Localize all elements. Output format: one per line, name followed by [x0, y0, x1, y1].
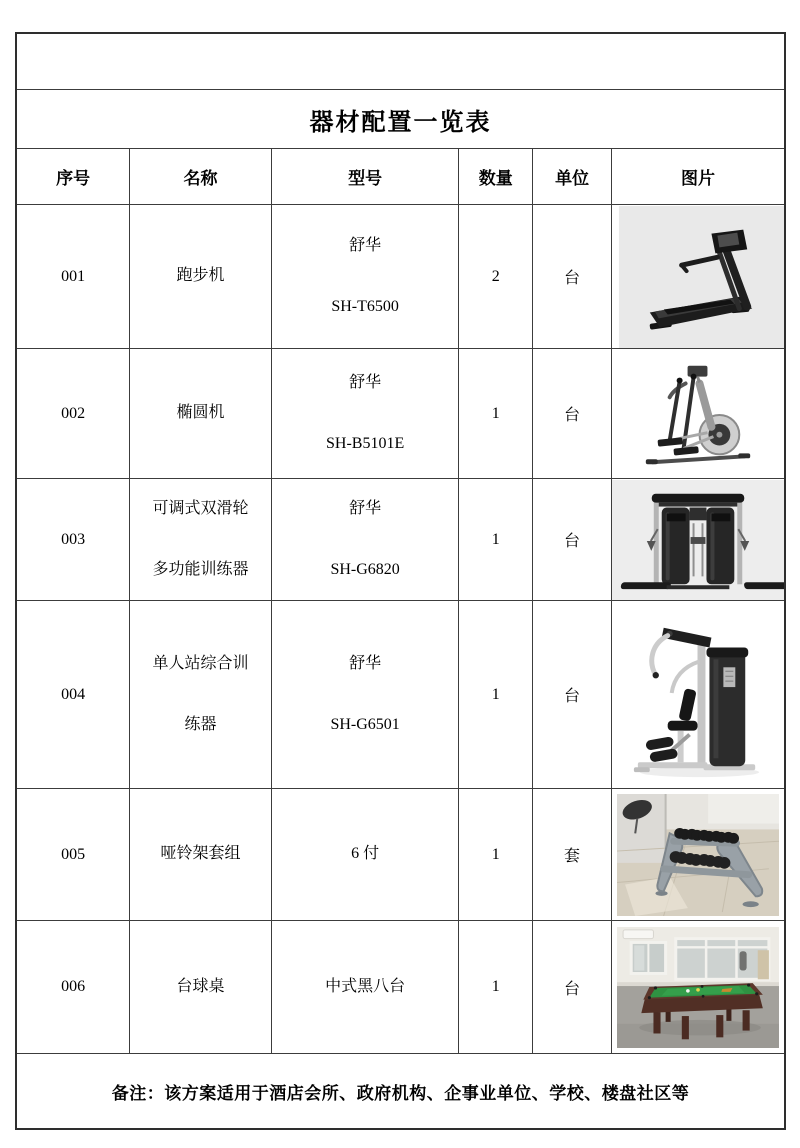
quantity-value: 1: [491, 404, 500, 422]
image-cell: [611, 921, 785, 1054]
quantity-cell: [459, 479, 533, 601]
column-header-image: 图片: [611, 149, 785, 205]
name-cell: [130, 921, 272, 1054]
equipment-image: [612, 350, 784, 478]
model-line: 6 付: [351, 845, 380, 863]
table-row: [16, 349, 785, 479]
unit-value: 台: [564, 688, 581, 705]
column-header-unit: 单位: [533, 149, 612, 205]
pool-table-photo: [617, 927, 779, 1048]
column-header-name: 名称: [130, 149, 272, 205]
table-row: [16, 479, 785, 601]
quantity-cell: [459, 349, 533, 479]
equipment-image: [612, 206, 784, 348]
column-header-quantity: 数量: [459, 149, 533, 205]
quantity-value: 2: [491, 267, 500, 285]
table-row: [16, 601, 785, 789]
equipment-name-line: 多功能训练器: [152, 560, 249, 578]
serial-cell: [16, 479, 130, 601]
multi-gym-image: [612, 602, 784, 788]
equipment-name-line: 练器: [184, 715, 217, 733]
functional-trainer-image: [612, 480, 784, 600]
quantity-cell: [459, 921, 533, 1054]
title-row: [16, 90, 785, 149]
quantity-cell: [459, 205, 533, 349]
equipment-name-line: 椭圆机: [176, 404, 225, 422]
name-cell: [130, 789, 272, 921]
equipment-name-line: 台球桌: [176, 977, 225, 995]
equipment-image: [612, 790, 784, 920]
note-row: [16, 1054, 785, 1130]
name-cell: [130, 205, 272, 349]
quantity-value: 1: [491, 845, 500, 863]
serial-cell: [16, 921, 130, 1054]
model-line: SH-G6501: [330, 715, 400, 733]
image-cell: [611, 205, 785, 349]
unit-cell: [533, 601, 612, 789]
unit-cell: [533, 789, 612, 921]
model-line: SH-G6820: [330, 560, 400, 578]
model-cell: [271, 789, 458, 921]
quantity-cell: [459, 789, 533, 921]
equipment-table: [15, 32, 786, 1130]
column-header-serial: 序号: [16, 149, 130, 205]
note-text: 备注：该方案适用于酒店会所、政府机构、企事业单位、学校、楼盘社区等: [16, 1054, 785, 1130]
unit-value: 套: [564, 848, 581, 865]
equipment-table-body: [16, 33, 785, 1129]
image-cell: [611, 479, 785, 601]
model-cell: [271, 349, 458, 479]
serial-cell: [16, 349, 130, 479]
equipment-name-line: 可调式双滑轮: [152, 499, 249, 517]
treadmill-image: [612, 206, 784, 348]
unit-value: 台: [564, 270, 581, 287]
dumbbell-rack-photo: [617, 794, 779, 916]
model-line: 舒华: [349, 373, 382, 391]
unit-value: 台: [564, 407, 581, 424]
model-line: 中式黑八台: [325, 977, 406, 995]
unit-value: 台: [564, 533, 581, 550]
unit-value: 台: [564, 980, 581, 998]
equipment-image: [612, 602, 784, 788]
serial-number: 002: [61, 404, 86, 422]
table-row: [16, 921, 785, 1054]
name-cell: [130, 349, 272, 479]
serial-number: 005: [61, 845, 86, 863]
unit-cell: [533, 205, 612, 349]
serial-number: 006: [61, 978, 86, 995]
serial-cell: [16, 205, 130, 349]
page-title: 器材配置一览表: [16, 90, 785, 149]
model-cell: [271, 205, 458, 349]
serial-number: 004: [61, 685, 86, 703]
model-line: 舒华: [349, 236, 382, 254]
unit-cell: [533, 349, 612, 479]
quantity-value: 1: [491, 530, 500, 548]
name-cell: [130, 601, 272, 789]
equipment-image: [612, 480, 784, 600]
serial-cell: [16, 789, 130, 921]
quantity-value: 1: [491, 978, 500, 995]
serial-number: 001: [61, 267, 86, 285]
blank-row: [16, 33, 785, 90]
model-line: 舒华: [349, 654, 382, 672]
model-cell: [271, 479, 458, 601]
quantity-value: 1: [491, 685, 500, 703]
unit-cell: [533, 921, 612, 1054]
blank-cell: [16, 33, 785, 90]
equipment-name-line: 跑步机: [176, 267, 225, 285]
quantity-cell: [459, 601, 533, 789]
image-cell: [611, 349, 785, 479]
equipment-image: [612, 922, 784, 1053]
equipment-name-line: 单人站综合训: [152, 654, 249, 672]
elliptical-image: [612, 350, 784, 478]
table-row: [16, 205, 785, 349]
model-line: SH-T6500: [331, 297, 399, 315]
table-row: [16, 789, 785, 921]
name-cell: [130, 479, 272, 601]
model-cell: [271, 921, 458, 1054]
model-line: 舒华: [349, 499, 382, 517]
column-header-model: 型号: [271, 149, 458, 205]
serial-number: 003: [61, 530, 86, 548]
image-cell: [611, 601, 785, 789]
model-line: SH-B5101E: [325, 434, 405, 452]
model-cell: [271, 601, 458, 789]
unit-cell: [533, 479, 612, 601]
image-cell: [611, 789, 785, 921]
header-row: [16, 149, 785, 205]
equipment-name-line: 哑铃架套组: [160, 845, 241, 863]
serial-cell: [16, 601, 130, 789]
